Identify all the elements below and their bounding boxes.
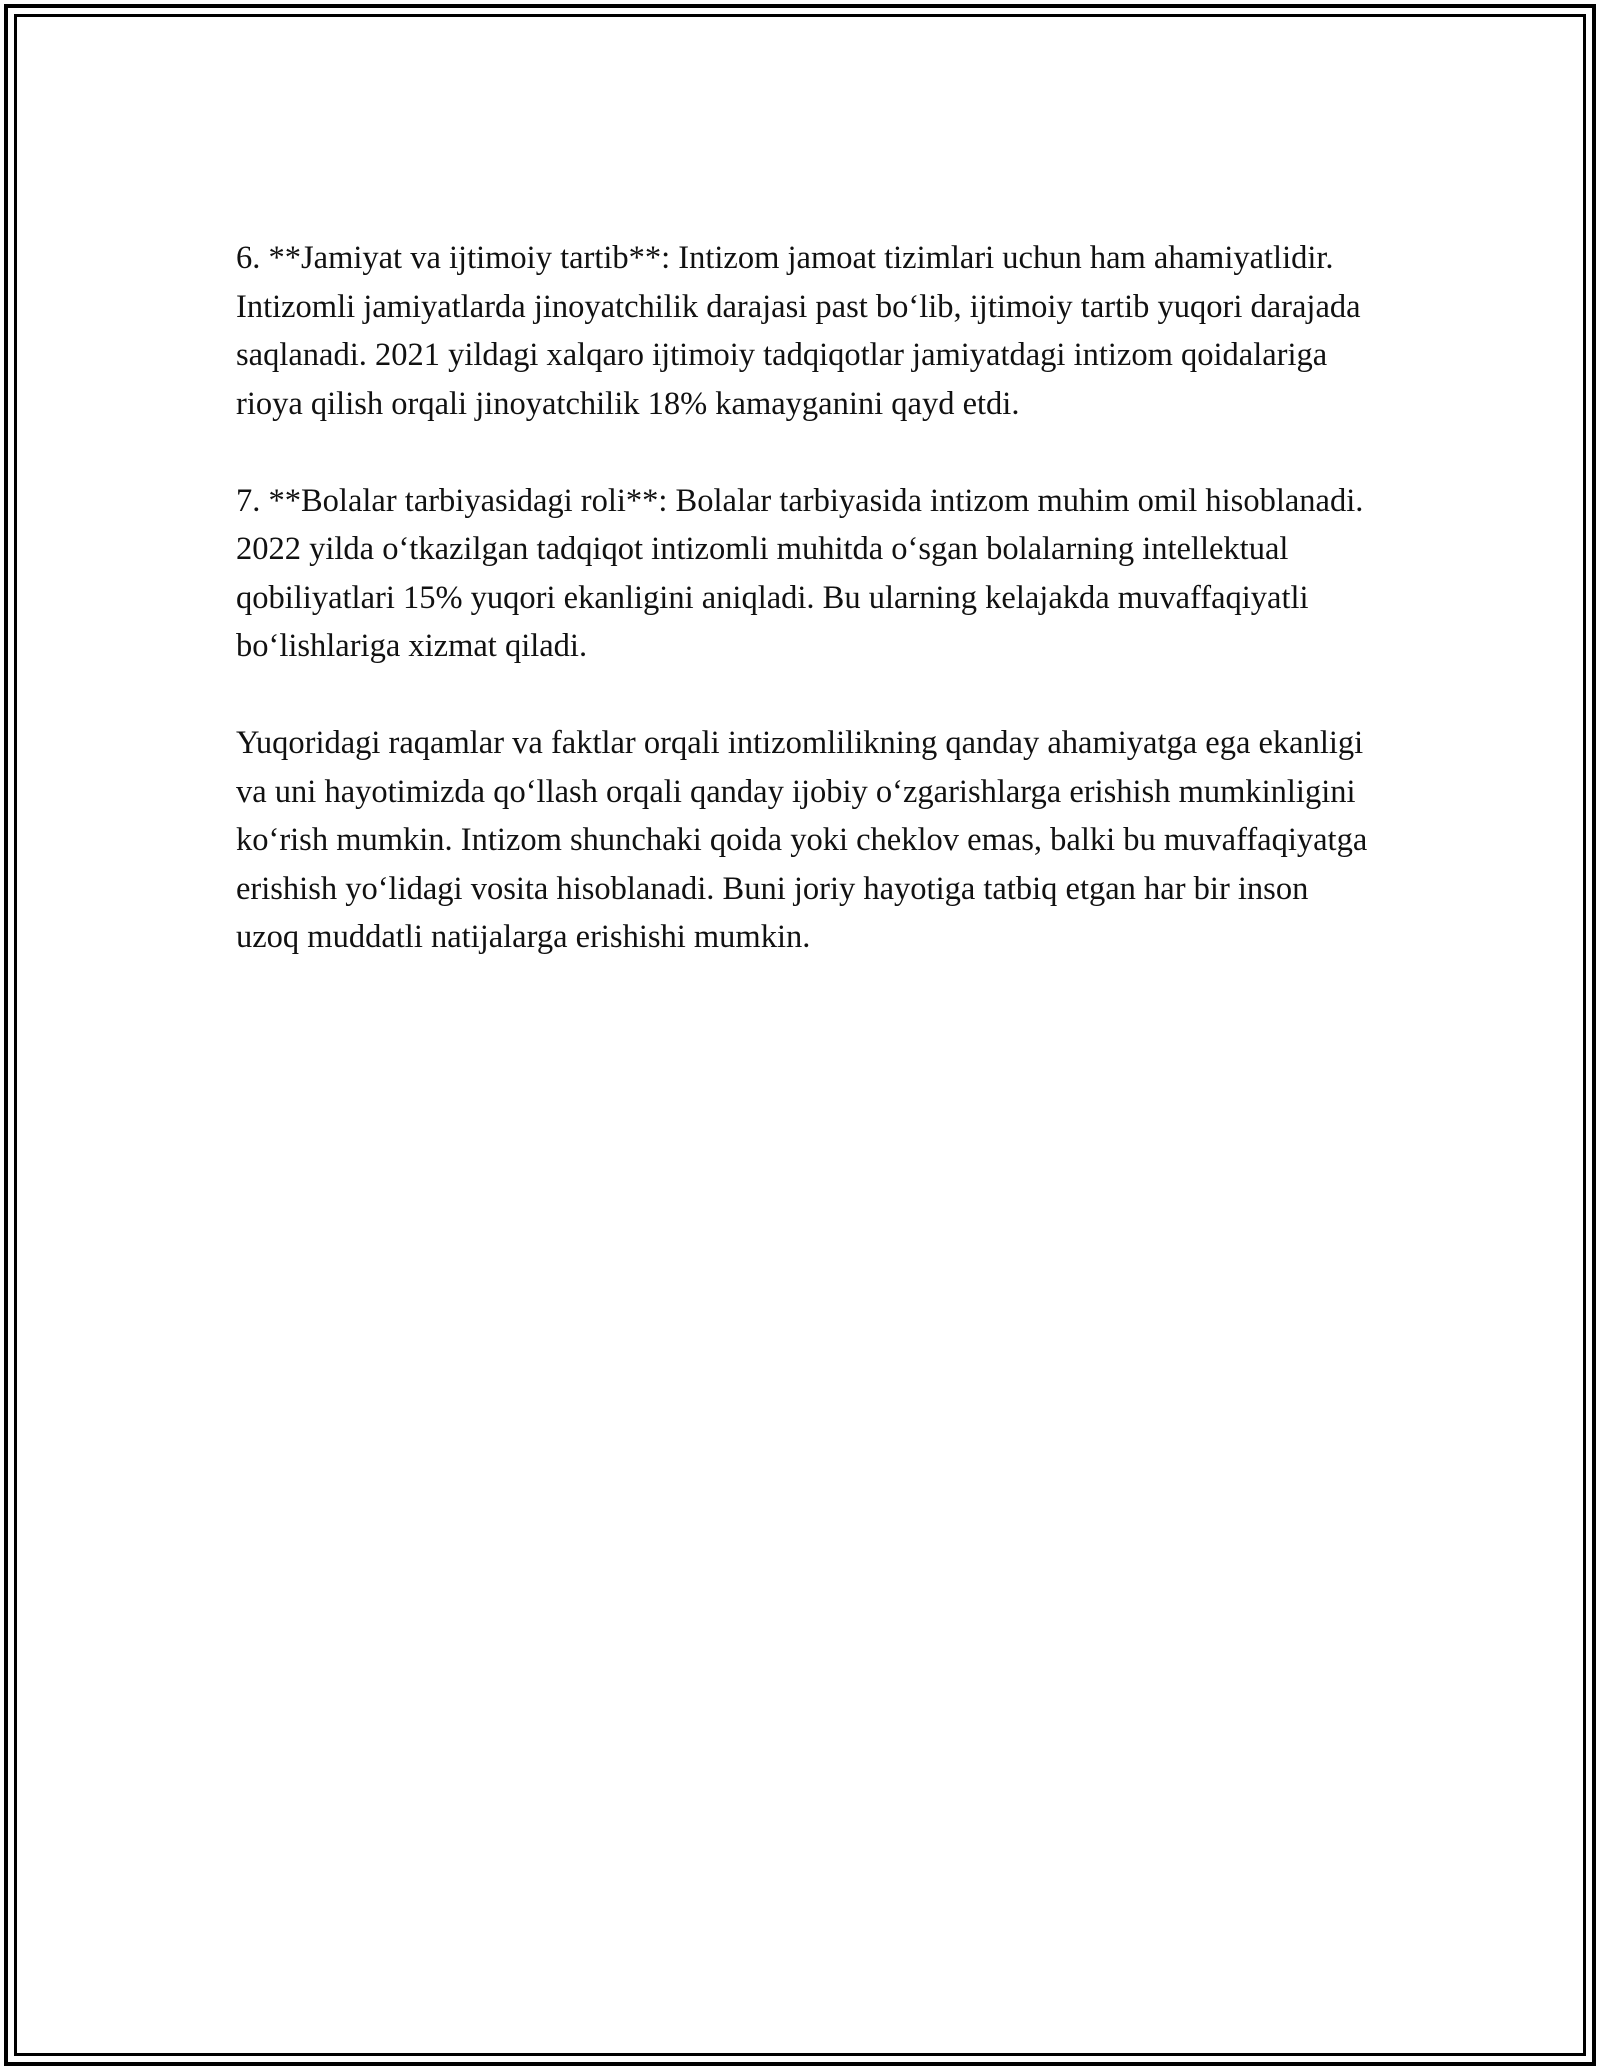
- paragraph-conclusion: Yuqoridagi raqamlar va faktlar orqali intizomlilikning qanday ahamiyatga ega ekanligi va uni hayotimizda qo‘llash orqali qanday ijobiy o‘zgarishlarga erishish mumkinligini ko‘rish mumkin. Intizom shunchaki qoida yoki cheklov emas, balki bu muvaffaqiyatga erishish yo‘lidagi vosita hisoblanadi. Buni joriy hayotiga tatbiq etgan har bir inson uzoq muddatli natijalarga erishishi mumkin.: [236, 725, 1368, 955]
- paragraph-social-order: 6. **Jamiyat va ijtimoiy tartib**: Intizom jamoat tizimlari uchun ham ahamiyatlidir. Intizomli jamiyatlarda jinoyatchilik darajasi past bo‘lib, ijtimoiy tartib yuqori darajada saqlanadi. 2021 yildagi xalqaro ijtimoiy tadqiqotlar jamiyatdagi intizom qoidalariga rioya qilish orqali jinoyatchilik 18% kamayganini qayd etdi.: [236, 240, 1361, 422]
- paragraph-child-upbringing: 7. **Bolalar tarbiyasidagi roli**: Bolalar tarbiyasida intizom muhim omil hisoblanadi. 2022 yilda o‘tkazilgan tadqiqot intizomli muhitda o‘sgan bolalarning intellektual qobiliyatlari 15% yuqori ekanligini aniqladi. Bu ularning kelajakda muvaffaqiyatli bo‘lishlariga xizmat qiladi.: [236, 482, 1364, 664]
- document-body: [236, 234, 1376, 1010]
